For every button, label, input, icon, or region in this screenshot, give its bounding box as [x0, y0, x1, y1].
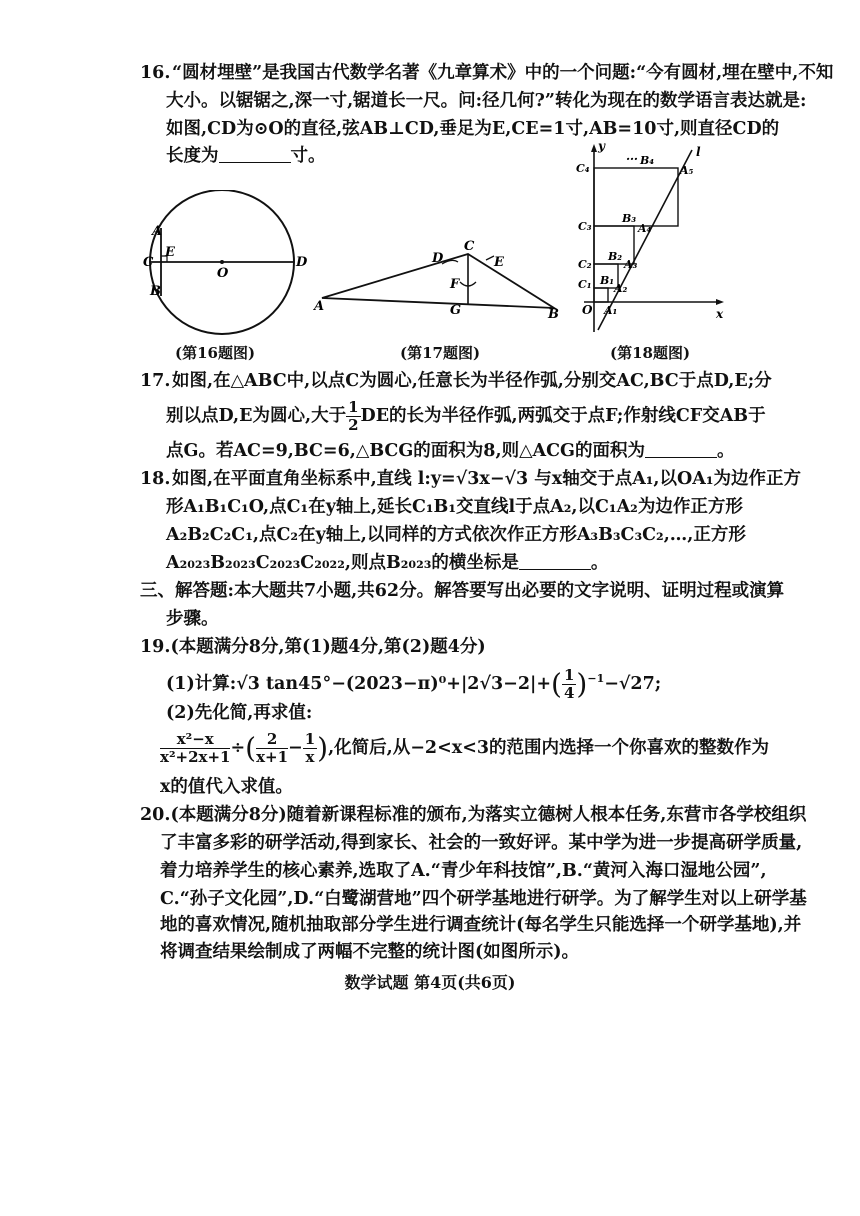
q19-part1-frac-num: 1	[563, 666, 575, 684]
q16-line-2: 大小。以锯锯之,深一寸,锯道长一尺。问:径几何?”转化为现在的数学语言表达就是:	[166, 91, 807, 111]
fig18-label-b1: B₁	[600, 274, 615, 287]
q20-line-3: 着力培养学生的核心素养,选取了A.“青少年科技馆”,B.“黄河入海口湿地公园”,	[160, 861, 767, 881]
q17-line-2b: DE的长为半径作弧,两弧交于点F;作射线CF交AB于	[360, 406, 766, 426]
q19-f3-den: x	[305, 748, 315, 766]
q17-line-3a: 点G。若AC=9,BC=6,△BCG的面积为8,则△ACG的面积为	[166, 441, 645, 461]
q18-answer-blank[interactable]	[519, 551, 591, 570]
fig18-label-b3: B₃	[622, 212, 637, 225]
q19-part2: (2)先化简,再求值:	[166, 703, 313, 723]
fig18-label-l: l	[696, 145, 701, 159]
q20-line-5: 地的喜欢情况,随机抽取部分学生进行调查统计(每名学生只能选择一个研学基地),并	[160, 915, 802, 935]
fig18-label-a2: A₂	[614, 282, 628, 295]
fig17-label-b: B	[548, 307, 559, 320]
q19-fraction-2	[256, 731, 288, 766]
fig17-caption: (第17题图)	[400, 344, 481, 362]
q18-line-1: 如图,在平面直角坐标系中,直线 l:y=√3x−√3 与x轴交于点A₁,以OA₁为边作正方	[172, 469, 802, 489]
q17-frac-numerator: 1	[348, 398, 359, 416]
fig18-diagram	[570, 142, 730, 342]
q19-minus-sign: −	[288, 738, 303, 758]
q19-f1-num: x²−x	[160, 731, 230, 749]
q20-line-2: 了丰富多彩的研学活动,得到家长、社会的一致好评。某中学为进一步提高研学质量,	[160, 833, 803, 853]
q19-part1: (1)计算:√3 tan45°−(2023−π)⁰+|2√3−2|+( $\frac{1}{4}$ )$^{-1}$−√27;	[166, 666, 662, 702]
fig16-label-o: O	[217, 266, 229, 281]
q16-line-4a: 长度为	[166, 146, 219, 166]
q17-answer-blank[interactable]	[645, 439, 717, 458]
q17-line-3	[166, 438, 735, 464]
q19-part2c: x的值代入求值。	[160, 777, 293, 797]
q17-line-2	[166, 396, 766, 436]
q20-line-4: C.“孙子文化园”,D.“白鹭湖营地”四个研学基地进行研学。为了解学生对以上研学基	[160, 889, 807, 909]
fig16-label-c: C	[143, 255, 154, 270]
q19-fraction-1	[160, 731, 230, 766]
fig18-label-c2: C₂	[578, 258, 592, 271]
q17-number: 17.	[140, 371, 171, 391]
fig18-label-c3: C₃	[578, 220, 592, 233]
q16-number: 16.	[140, 63, 171, 83]
fig17-label-c: C	[464, 239, 475, 254]
q20-line-1: 20.(本题满分8分)随着新课程标准的颁布,为落实立德树人根本任务,东营市各学校组织	[140, 805, 807, 825]
page-footer: 数学试题 第4页(共6页)	[344, 973, 516, 992]
q17-line-1: 如图,在△ABC中,以点C为圆心,任意长为半径作弧,分别交AC,BC于点D,E;分	[172, 371, 772, 391]
q18-line-3: A₂B₂C₂C₁,点C₂在y轴上,以同样的方式依次作正方形A₃B₃C₃C₂,…,正方形	[166, 525, 746, 545]
q19-div-sign: ÷	[230, 738, 246, 758]
fig18-label-a4: A₄	[638, 222, 652, 235]
fig18-label-o: O	[582, 303, 593, 317]
fig17-label-g: G	[450, 303, 462, 318]
section3-heading: 三、解答题:本大题共7小题,共62分。解答要写出必要的文字说明、证明过程或演算	[140, 581, 785, 601]
q18-line-4	[166, 550, 608, 576]
fig18-label-c1: C₁	[578, 278, 592, 291]
fig18-label-a1: A₁	[604, 304, 618, 317]
q19-part1-fraction	[562, 667, 576, 702]
q19-part2b: ,化简后,从−2<x<3的范围内选择一个你喜欢的整数作为	[328, 738, 770, 758]
q17-line-2a: 别以点D,E为圆心,大于	[166, 406, 347, 426]
section3-heading-2: 步骤。	[166, 609, 219, 629]
fig17-label-a: A	[314, 299, 325, 314]
fig18-label-c4: C₄	[576, 162, 590, 175]
q19-fraction-3	[303, 731, 317, 766]
q17-frac-denominator: 2	[348, 416, 359, 434]
fig18-label-a3: A₃	[624, 258, 638, 271]
q20-line-6: 将调查结果绘制成了两幅不完整的统计图(如图所示)。	[160, 942, 580, 962]
q17-fraction	[346, 399, 360, 434]
fig16-label-e: E	[165, 245, 175, 260]
q16-line-3: 如图,CD为⊙O的直径,弦AB⊥CD,垂足为E,CE=1寸,AB=10寸,则直径CD的	[166, 119, 780, 139]
q16-line-4	[166, 143, 326, 169]
fig18-label-x: x	[716, 307, 724, 321]
q17-line-3b: 。	[717, 441, 735, 461]
fig18-label-dots: …	[626, 149, 638, 163]
q16-answer-blank[interactable]	[219, 144, 291, 163]
q16-line-1: “圆材埋壁”是我国古代数学名著《九章算术》中的一个问题:“今有圆材,埋在壁中,不知	[172, 63, 834, 83]
q19-part1a: (1)计算:√3 tan45°−(2023−π)⁰+|2√3−2|+	[166, 674, 552, 694]
fig18-caption: (第18题图)	[610, 344, 691, 362]
fig16-label-b: B	[150, 284, 161, 299]
q16-line-4b: 寸。	[290, 146, 326, 166]
fig18-label-b4: B₄	[640, 154, 655, 167]
fig17-diagram	[310, 238, 570, 320]
fig16-label-a: A	[152, 224, 163, 239]
q19-part1-exponent: −1	[587, 672, 605, 685]
q19-f2-den: x+1	[256, 748, 289, 766]
fig18-label-y: y	[598, 142, 605, 153]
fig16-caption: (第16题图)	[175, 344, 256, 362]
q18-number: 18.	[140, 469, 171, 489]
q19-f1-den: x²+2x+1	[160, 748, 231, 766]
q19-part1b: −√27;	[604, 674, 662, 694]
q19-part1-frac-den: 4	[563, 684, 575, 702]
q19-part2-expression: $\frac{\text{x²−x}}{\text{x²+2x+1}}$ ÷( $\frac{2}{x+1}$ − $\frac{1}{x}$ ),化简后,从−2<x<3的范围内选择一个你喜欢的整数作为	[160, 730, 770, 766]
fig17-label-f: F	[450, 277, 460, 292]
fig16-diagram	[140, 190, 310, 350]
q18-line-4a: A₂₀₂₃B₂₀₂₃C₂₀₂₃C₂₀₂₂,则点B₂₀₂₃的横坐标是	[166, 553, 519, 573]
fig18-label-a5: A₅	[680, 164, 694, 177]
fig18-label-b2: B₂	[608, 250, 623, 263]
q18-line-2: 形A₁B₁C₁O,点C₁在y轴上,延长C₁B₁交直线l于点A₂,以C₁A₂为边作正方形	[166, 497, 743, 517]
fig17-label-d: D	[432, 251, 444, 266]
q18-line-4b: 。	[590, 553, 609, 573]
fig17-label-e: E	[494, 255, 504, 270]
fig16-label-d: D	[296, 255, 308, 270]
q19-heading: 19.(本题满分8分,第(1)题4分,第(2)题4分)	[140, 637, 486, 657]
q19-f2-num: 2	[256, 731, 288, 749]
q19-f3-num: 1	[304, 730, 316, 748]
